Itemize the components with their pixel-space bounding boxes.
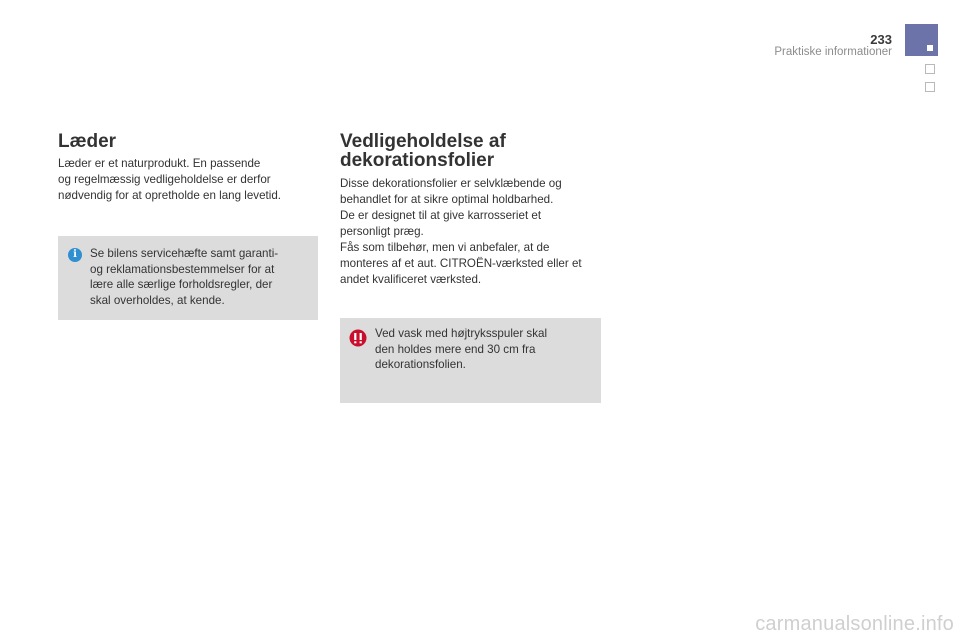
info-note-line: skal overholdes, at kende. [90,293,225,307]
watermark: carmanualsonline.info [755,613,954,635]
left-paragraph [58,156,281,204]
right-heading [340,132,506,170]
left-heading: Læder [58,131,117,152]
warning-note-text [375,326,547,373]
section-tab-empty [925,82,935,92]
left-paragraph-line: Læder er et naturprodukt. En passende [58,157,261,170]
section-title: Praktiske informationer [774,46,892,58]
right-heading-line: Vedligeholdelse af [340,131,506,152]
right-paragraph-line: Fås som tilbehør, men vi anbefaler, at de [340,241,550,254]
info-note-box [58,236,318,320]
tab-marker [927,45,933,51]
info-note-line: og reklamationsbestemmelser for at [90,262,275,276]
section-tab-empty [925,64,935,74]
right-paragraph-line: andet kvalificeret værksted. [340,273,482,286]
info-icon: i [68,248,82,262]
info-note-line: Se bilens servicehæfte samt garanti- [90,247,279,260]
right-heading-line: dekorationsfolier [340,150,495,171]
right-paragraph-line: monteres af et aut. CITROËN-værksted eller et [340,257,582,270]
warning-note-line: dekorationsfolien. [375,358,466,371]
right-paragraph-line: personligt præg. [340,225,424,238]
right-paragraph-line: behandlet for at sikre optimal holdbarhed. [340,193,554,206]
section-tab-active [905,24,938,56]
right-paragraph-line: Disse dekorationsfolier er selvklæbende og [340,177,562,190]
right-paragraph-line: De er designet til at give karrosseriet et [340,209,542,222]
info-note-line: lære alle særlige forholdsregler, der [90,278,273,291]
page-number: 233 [870,32,892,47]
warning-icon [349,329,367,347]
info-note-text [90,246,278,308]
right-paragraph [340,176,582,288]
warning-note-line: Ved vask med højtryksspuler skal [375,327,548,340]
warning-note-line: den holdes mere end 30 cm fra [375,342,536,356]
warning-note-box [340,318,601,403]
left-paragraph-line: og regelmæssig vedligeholdelse er derfor [58,173,271,186]
left-paragraph-line: nødvendig for at opretholde en lang levetid. [58,189,282,202]
